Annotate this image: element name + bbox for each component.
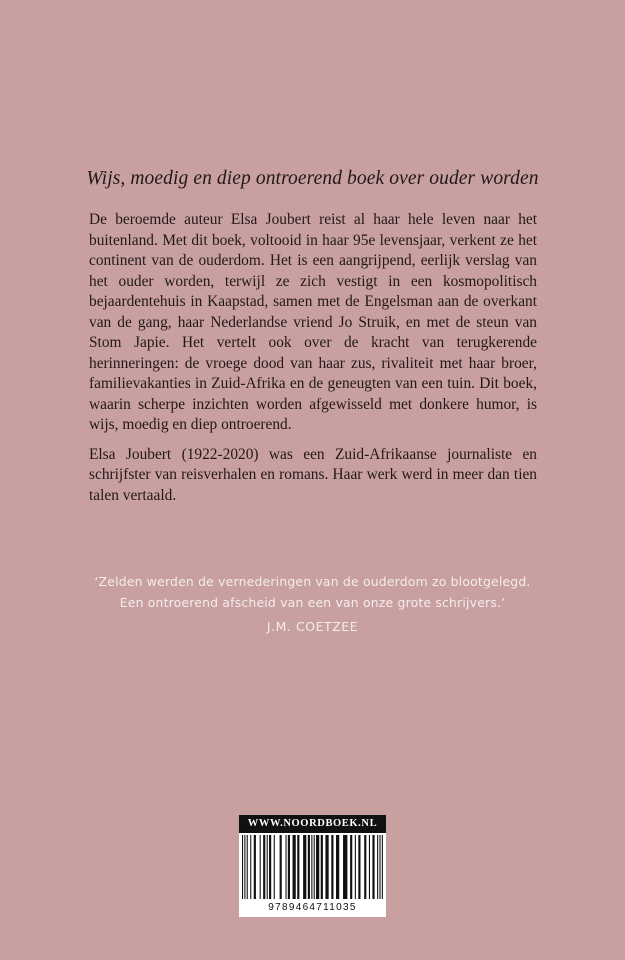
barcode-bar	[355, 835, 356, 899]
barcode-bar	[377, 835, 378, 899]
barcode-bar	[358, 835, 360, 899]
barcode-bar	[250, 835, 251, 899]
barcode-bar	[372, 835, 374, 899]
review-quote	[0, 571, 625, 637]
barcode-bar	[336, 835, 339, 899]
barcode-bar	[285, 835, 286, 899]
barcode-bar	[369, 835, 370, 899]
barcode-bar	[311, 835, 312, 899]
barcode-bar	[274, 835, 275, 899]
barcode-bar	[331, 835, 333, 899]
description-paragraph: De beroemde auteur Elsa Joubert reist al haar hele leven naar het buitenland. Met dit boek, voltooid in haar 95e levensjaar, verkent ze het continent van de ouderdom. Het is een aangrijpend, eerlijk verslag van het ouder worden, terwijl ze zich vestigt in een kosmopolitisch bejaardentehuis in Kaapstad, samen met de Engelsman aan de overkant van de gang, haar Nederlandse vriend Jo Struik, en met de steun van Stom Japie. Het vertelt ook over de kracht van terugkerende herinneringen: de vroege dood van haar zus, rivaliteit met haar broer, familievakanties in Zuid-Afrika en de geneugten van een tuin. Dit boek, waarin scherpe inzichten worden afgewisseld met donkere humor, is wijs, moedig en diep ontroerend.	[89, 211, 537, 433]
barcode-bar	[325, 835, 328, 899]
author-bio-paragraph: Elsa Joubert (1922-2020) was een Zuid-Afrikaanse journaliste en schrijfster van reisverhalen en romans. Haar werk werd in meer dan tien talen vertaald.	[89, 445, 537, 504]
publisher-url: WWW.NOORDBOEK.NL	[239, 815, 386, 833]
barcode-bar	[321, 835, 323, 899]
barcode-bar	[343, 835, 347, 899]
barcode-bar	[364, 835, 366, 899]
barcode-bar	[316, 835, 319, 899]
barcode-bar	[382, 835, 383, 899]
barcode-bar	[314, 835, 315, 899]
barcode	[239, 815, 386, 917]
quote-line: Een ontroerend afscheid van een van onze grote schrijvers.’	[119, 595, 506, 610]
barcode-bar	[263, 835, 265, 899]
barcode-bars	[239, 833, 386, 903]
barcode-bar	[308, 835, 310, 899]
barcode-bar	[260, 835, 261, 899]
quote-author: J.M. COETZEE	[266, 619, 359, 634]
barcode-bar	[379, 835, 380, 899]
barcode-bar	[247, 835, 248, 899]
barcode-bar	[269, 835, 271, 899]
barcode-bar	[303, 835, 306, 899]
barcode-bar	[280, 835, 282, 899]
book-tagline: Wijs, moedig en diep ontroerend boek over ouder worden	[86, 168, 539, 189]
quote-line: ‘Zelden werden de vernederingen van de ouderdom zo blootgelegd.	[94, 574, 531, 589]
book-description	[89, 210, 537, 515]
barcode-bar	[288, 835, 290, 899]
barcode-bar	[244, 835, 245, 899]
isbn-number: 9789464711035	[268, 902, 357, 913]
barcode-bar	[254, 835, 256, 899]
barcode-bar	[242, 835, 243, 899]
barcode-bar	[297, 835, 299, 899]
barcode-bar	[267, 835, 268, 899]
barcode-bar	[350, 835, 352, 899]
barcode-bar	[293, 835, 296, 899]
